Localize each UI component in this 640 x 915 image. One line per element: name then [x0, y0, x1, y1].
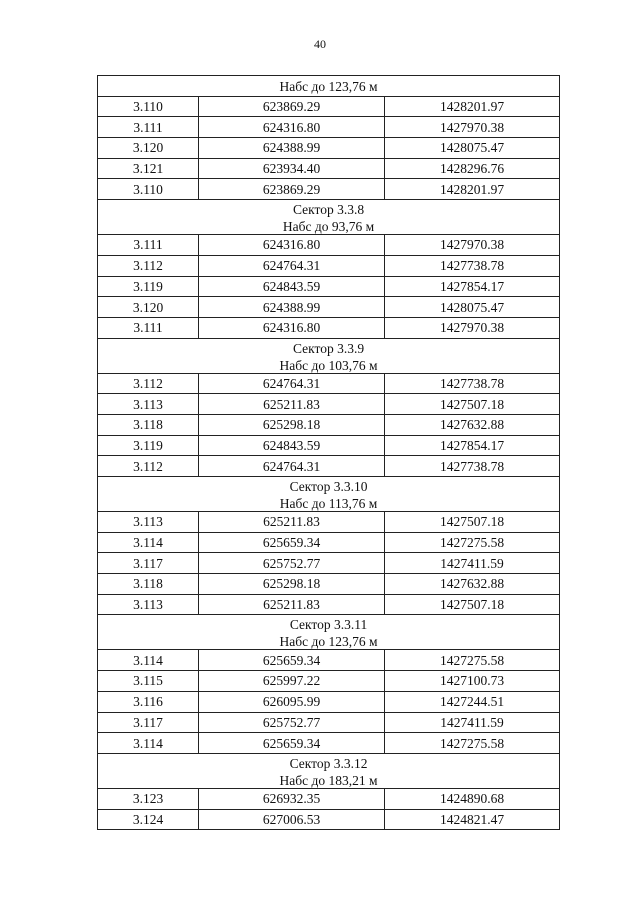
sector-header-row	[98, 76, 560, 97]
point-id-cell: 3.114	[98, 532, 199, 553]
page-number: 40	[314, 37, 326, 51]
y-coordinate-cell: 1427411.59	[385, 553, 560, 574]
x-coordinate-cell: 625659.34	[199, 733, 385, 754]
y-coordinate-cell: 1428296.76	[385, 158, 560, 179]
table-row	[98, 138, 560, 159]
y-coordinate-cell: 1427632.88	[385, 414, 560, 435]
x-coordinate-cell: 624764.31	[199, 456, 385, 477]
table-row	[98, 158, 560, 179]
point-id-cell: 3.114	[98, 650, 199, 671]
point-id-cell: 3.116	[98, 691, 199, 712]
sector-header	[98, 477, 560, 512]
coordinates-table	[97, 75, 560, 830]
coordinates-table-body	[98, 76, 560, 830]
table-row	[98, 712, 560, 733]
y-coordinate-cell: 1427507.18	[385, 394, 560, 415]
sector-title: Сектор 3.3.9	[292, 340, 365, 356]
table-row	[98, 96, 560, 117]
point-id-cell: 3.120	[98, 297, 199, 318]
y-coordinate-cell: 1428075.47	[385, 297, 560, 318]
x-coordinate-cell: 626095.99	[199, 691, 385, 712]
sector-header	[98, 753, 560, 788]
x-coordinate-cell: 623869.29	[199, 179, 385, 200]
y-coordinate-cell: 1427244.51	[385, 691, 560, 712]
x-coordinate-cell: 624388.99	[199, 297, 385, 318]
table-row	[98, 414, 560, 435]
point-id-cell: 3.110	[98, 96, 199, 117]
y-coordinate-cell: 1427970.38	[385, 117, 560, 138]
table-row	[98, 297, 560, 318]
x-coordinate-cell: 625211.83	[199, 394, 385, 415]
table-row	[98, 594, 560, 615]
sector-header	[98, 76, 560, 97]
table-row	[98, 553, 560, 574]
sector-height-limit: Набс до 103,76 м	[279, 357, 378, 373]
x-coordinate-cell: 624316.80	[199, 235, 385, 256]
point-id-cell: 3.118	[98, 414, 199, 435]
sector-header-row	[98, 615, 560, 650]
point-id-cell: 3.118	[98, 574, 199, 595]
table-row	[98, 317, 560, 338]
table-row	[98, 255, 560, 276]
table-row	[98, 117, 560, 138]
x-coordinate-cell: 625211.83	[199, 512, 385, 533]
y-coordinate-cell: 1427970.38	[385, 235, 560, 256]
x-coordinate-cell: 625659.34	[199, 650, 385, 671]
point-id-cell: 3.111	[98, 235, 199, 256]
point-id-cell: 3.112	[98, 255, 199, 276]
sector-title: Сектор 3.3.8	[292, 202, 365, 218]
sector-header	[98, 338, 560, 373]
table-row	[98, 456, 560, 477]
table-row	[98, 435, 560, 456]
sector-title: Сектор 3.3.12	[289, 755, 368, 771]
table-row	[98, 650, 560, 671]
x-coordinate-cell: 624316.80	[199, 317, 385, 338]
point-id-cell: 3.119	[98, 435, 199, 456]
y-coordinate-cell: 1424890.68	[385, 788, 560, 809]
table-row	[98, 691, 560, 712]
table-row	[98, 788, 560, 809]
point-id-cell: 3.117	[98, 712, 199, 733]
y-coordinate-cell: 1427411.59	[385, 712, 560, 733]
sector-height-limit: Набс до 183,21 м	[279, 772, 378, 788]
x-coordinate-cell: 625752.77	[199, 553, 385, 574]
y-coordinate-cell: 1427275.58	[385, 532, 560, 553]
sector-header-row	[98, 200, 560, 235]
x-coordinate-cell: 627006.53	[199, 809, 385, 830]
y-coordinate-cell: 1428201.97	[385, 179, 560, 200]
x-coordinate-cell: 623869.29	[199, 96, 385, 117]
x-coordinate-cell: 624843.59	[199, 435, 385, 456]
y-coordinate-cell: 1427507.18	[385, 512, 560, 533]
x-coordinate-cell: 624316.80	[199, 117, 385, 138]
table-row	[98, 235, 560, 256]
x-coordinate-cell: 624843.59	[199, 276, 385, 297]
point-id-cell: 3.113	[98, 394, 199, 415]
y-coordinate-cell: 1427854.17	[385, 276, 560, 297]
sector-height-limit: Набс до 123,76 м	[279, 634, 378, 650]
point-id-cell: 3.115	[98, 671, 199, 692]
y-coordinate-cell: 1427275.58	[385, 650, 560, 671]
y-coordinate-cell: 1427970.38	[385, 317, 560, 338]
point-id-cell: 3.111	[98, 117, 199, 138]
point-id-cell: 3.117	[98, 553, 199, 574]
point-id-cell: 3.123	[98, 788, 199, 809]
sector-height-limit: Набс до 123,76 м	[279, 79, 378, 95]
table-row	[98, 276, 560, 297]
y-coordinate-cell: 1428201.97	[385, 96, 560, 117]
point-id-cell: 3.112	[98, 373, 199, 394]
y-coordinate-cell: 1427738.78	[385, 456, 560, 477]
y-coordinate-cell: 1427854.17	[385, 435, 560, 456]
y-coordinate-cell: 1427632.88	[385, 574, 560, 595]
sector-header-row	[98, 338, 560, 373]
point-id-cell: 3.113	[98, 594, 199, 615]
y-coordinate-cell: 1428075.47	[385, 138, 560, 159]
sector-header	[98, 615, 560, 650]
point-id-cell: 3.120	[98, 138, 199, 159]
sector-header-row	[98, 477, 560, 512]
y-coordinate-cell: 1424821.47	[385, 809, 560, 830]
x-coordinate-cell: 625752.77	[199, 712, 385, 733]
x-coordinate-cell: 624764.31	[199, 255, 385, 276]
table-row	[98, 179, 560, 200]
x-coordinate-cell: 625997.22	[199, 671, 385, 692]
x-coordinate-cell: 626932.35	[199, 788, 385, 809]
sector-height-limit: Набс до 93,76 м	[282, 219, 375, 235]
y-coordinate-cell: 1427738.78	[385, 373, 560, 394]
sector-title: Сектор 3.3.10	[289, 479, 368, 494]
sector-height-limit: Набс до 113,76 м	[279, 496, 378, 511]
table-row	[98, 394, 560, 415]
point-id-cell: 3.113	[98, 512, 199, 533]
y-coordinate-cell: 1427275.58	[385, 733, 560, 754]
point-id-cell: 3.111	[98, 317, 199, 338]
table-row	[98, 809, 560, 830]
y-coordinate-cell: 1427100.73	[385, 671, 560, 692]
table-row	[98, 733, 560, 754]
point-id-cell: 3.121	[98, 158, 199, 179]
x-coordinate-cell: 624388.99	[199, 138, 385, 159]
x-coordinate-cell: 625298.18	[199, 414, 385, 435]
x-coordinate-cell: 625659.34	[199, 532, 385, 553]
x-coordinate-cell: 624764.31	[199, 373, 385, 394]
point-id-cell: 3.114	[98, 733, 199, 754]
table-row	[98, 512, 560, 533]
table-row	[98, 574, 560, 595]
sector-header-row	[98, 753, 560, 788]
table-row	[98, 532, 560, 553]
y-coordinate-cell: 1427507.18	[385, 594, 560, 615]
point-id-cell: 3.110	[98, 179, 199, 200]
point-id-cell: 3.119	[98, 276, 199, 297]
point-id-cell: 3.124	[98, 809, 199, 830]
sector-title: Сектор 3.3.11	[289, 617, 368, 633]
point-id-cell: 3.112	[98, 456, 199, 477]
x-coordinate-cell: 625211.83	[199, 594, 385, 615]
sector-header	[98, 200, 560, 235]
table-row	[98, 373, 560, 394]
x-coordinate-cell: 623934.40	[199, 158, 385, 179]
x-coordinate-cell: 625298.18	[199, 574, 385, 595]
y-coordinate-cell: 1427738.78	[385, 255, 560, 276]
table-row	[98, 671, 560, 692]
